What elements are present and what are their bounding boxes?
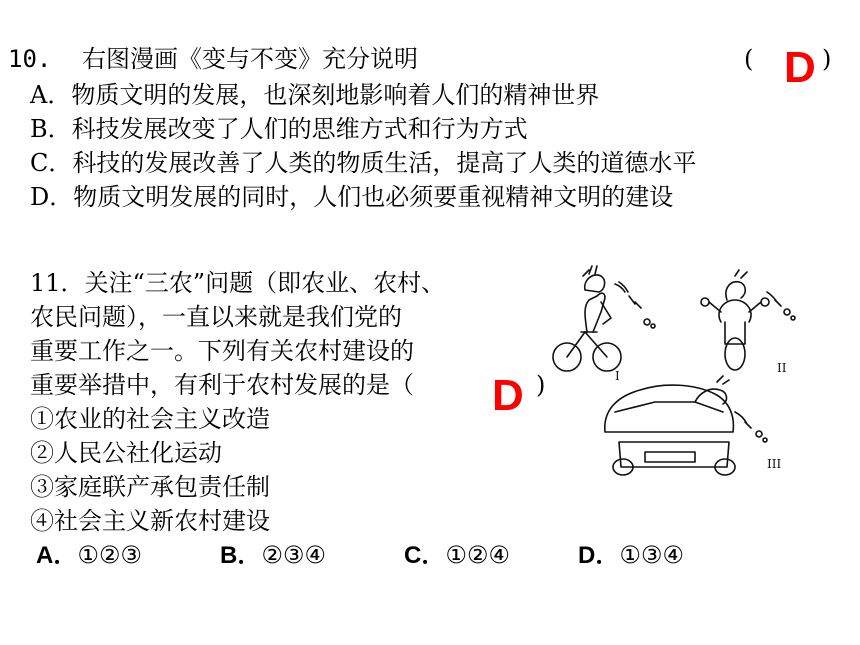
q10-option-d: D．物质文明发展的同时，人们也必须要重视精神文明的建设 <box>30 183 674 211</box>
q11-answer-mark: D <box>492 371 524 420</box>
question-10-stem: 右图漫画《变与不变》充分说明 <box>82 45 418 73</box>
q10-answer-mark: D <box>784 43 816 92</box>
q11-stem-line-2: 农民问题），一直以来就是我们党的 <box>30 303 402 331</box>
q11-item-2: ②人民公社化运动 <box>30 439 222 467</box>
choice-d: D．①③④ <box>578 542 684 569</box>
panel-3-car-driver <box>605 376 767 475</box>
question-10-number: 10. <box>8 45 52 73</box>
panel-label-3: III <box>767 457 782 471</box>
cartoon-illustration <box>545 262 845 487</box>
q10-option-b: B．科技发展改变了人们的思维方式和行为方式 <box>30 115 528 143</box>
panel-2-motorcycle-rider <box>701 270 795 370</box>
q11-stem-line-1: 11．关注“三农”问题（即农业、农村、 <box>30 269 446 297</box>
choice-b: B．②③④ <box>220 542 326 569</box>
choice-c: C．①②④ <box>404 542 510 569</box>
q10-paren-open: ( <box>744 45 754 73</box>
q10-paren-close: ) <box>822 45 832 73</box>
q10-option-c: C．科技的发展改善了人类的物质生活，提高了人类的道德水平 <box>30 149 697 177</box>
choice-a: A．①②③ <box>36 542 142 569</box>
panel-1-bicycle-rider <box>553 266 655 371</box>
q11-paren-close: ) <box>536 371 546 399</box>
panel-label-1: I <box>615 369 620 383</box>
q10-option-a: A．物质文明的发展，也深刻地影响着人们的精神世界 <box>30 81 600 109</box>
q11-item-3: ③家庭联产承包责任制 <box>30 473 270 501</box>
q11-item-4: ④社会主义新农村建设 <box>30 507 270 535</box>
q11-stem-line-3: 重要工作之一。下列有关农村建设的 <box>30 337 414 365</box>
q11-stem-line-4: 重要举措中，有利于农村发展的是（ <box>30 371 414 399</box>
panel-label-2: II <box>777 361 787 375</box>
q11-item-1: ①农业的社会主义改造 <box>30 405 270 433</box>
